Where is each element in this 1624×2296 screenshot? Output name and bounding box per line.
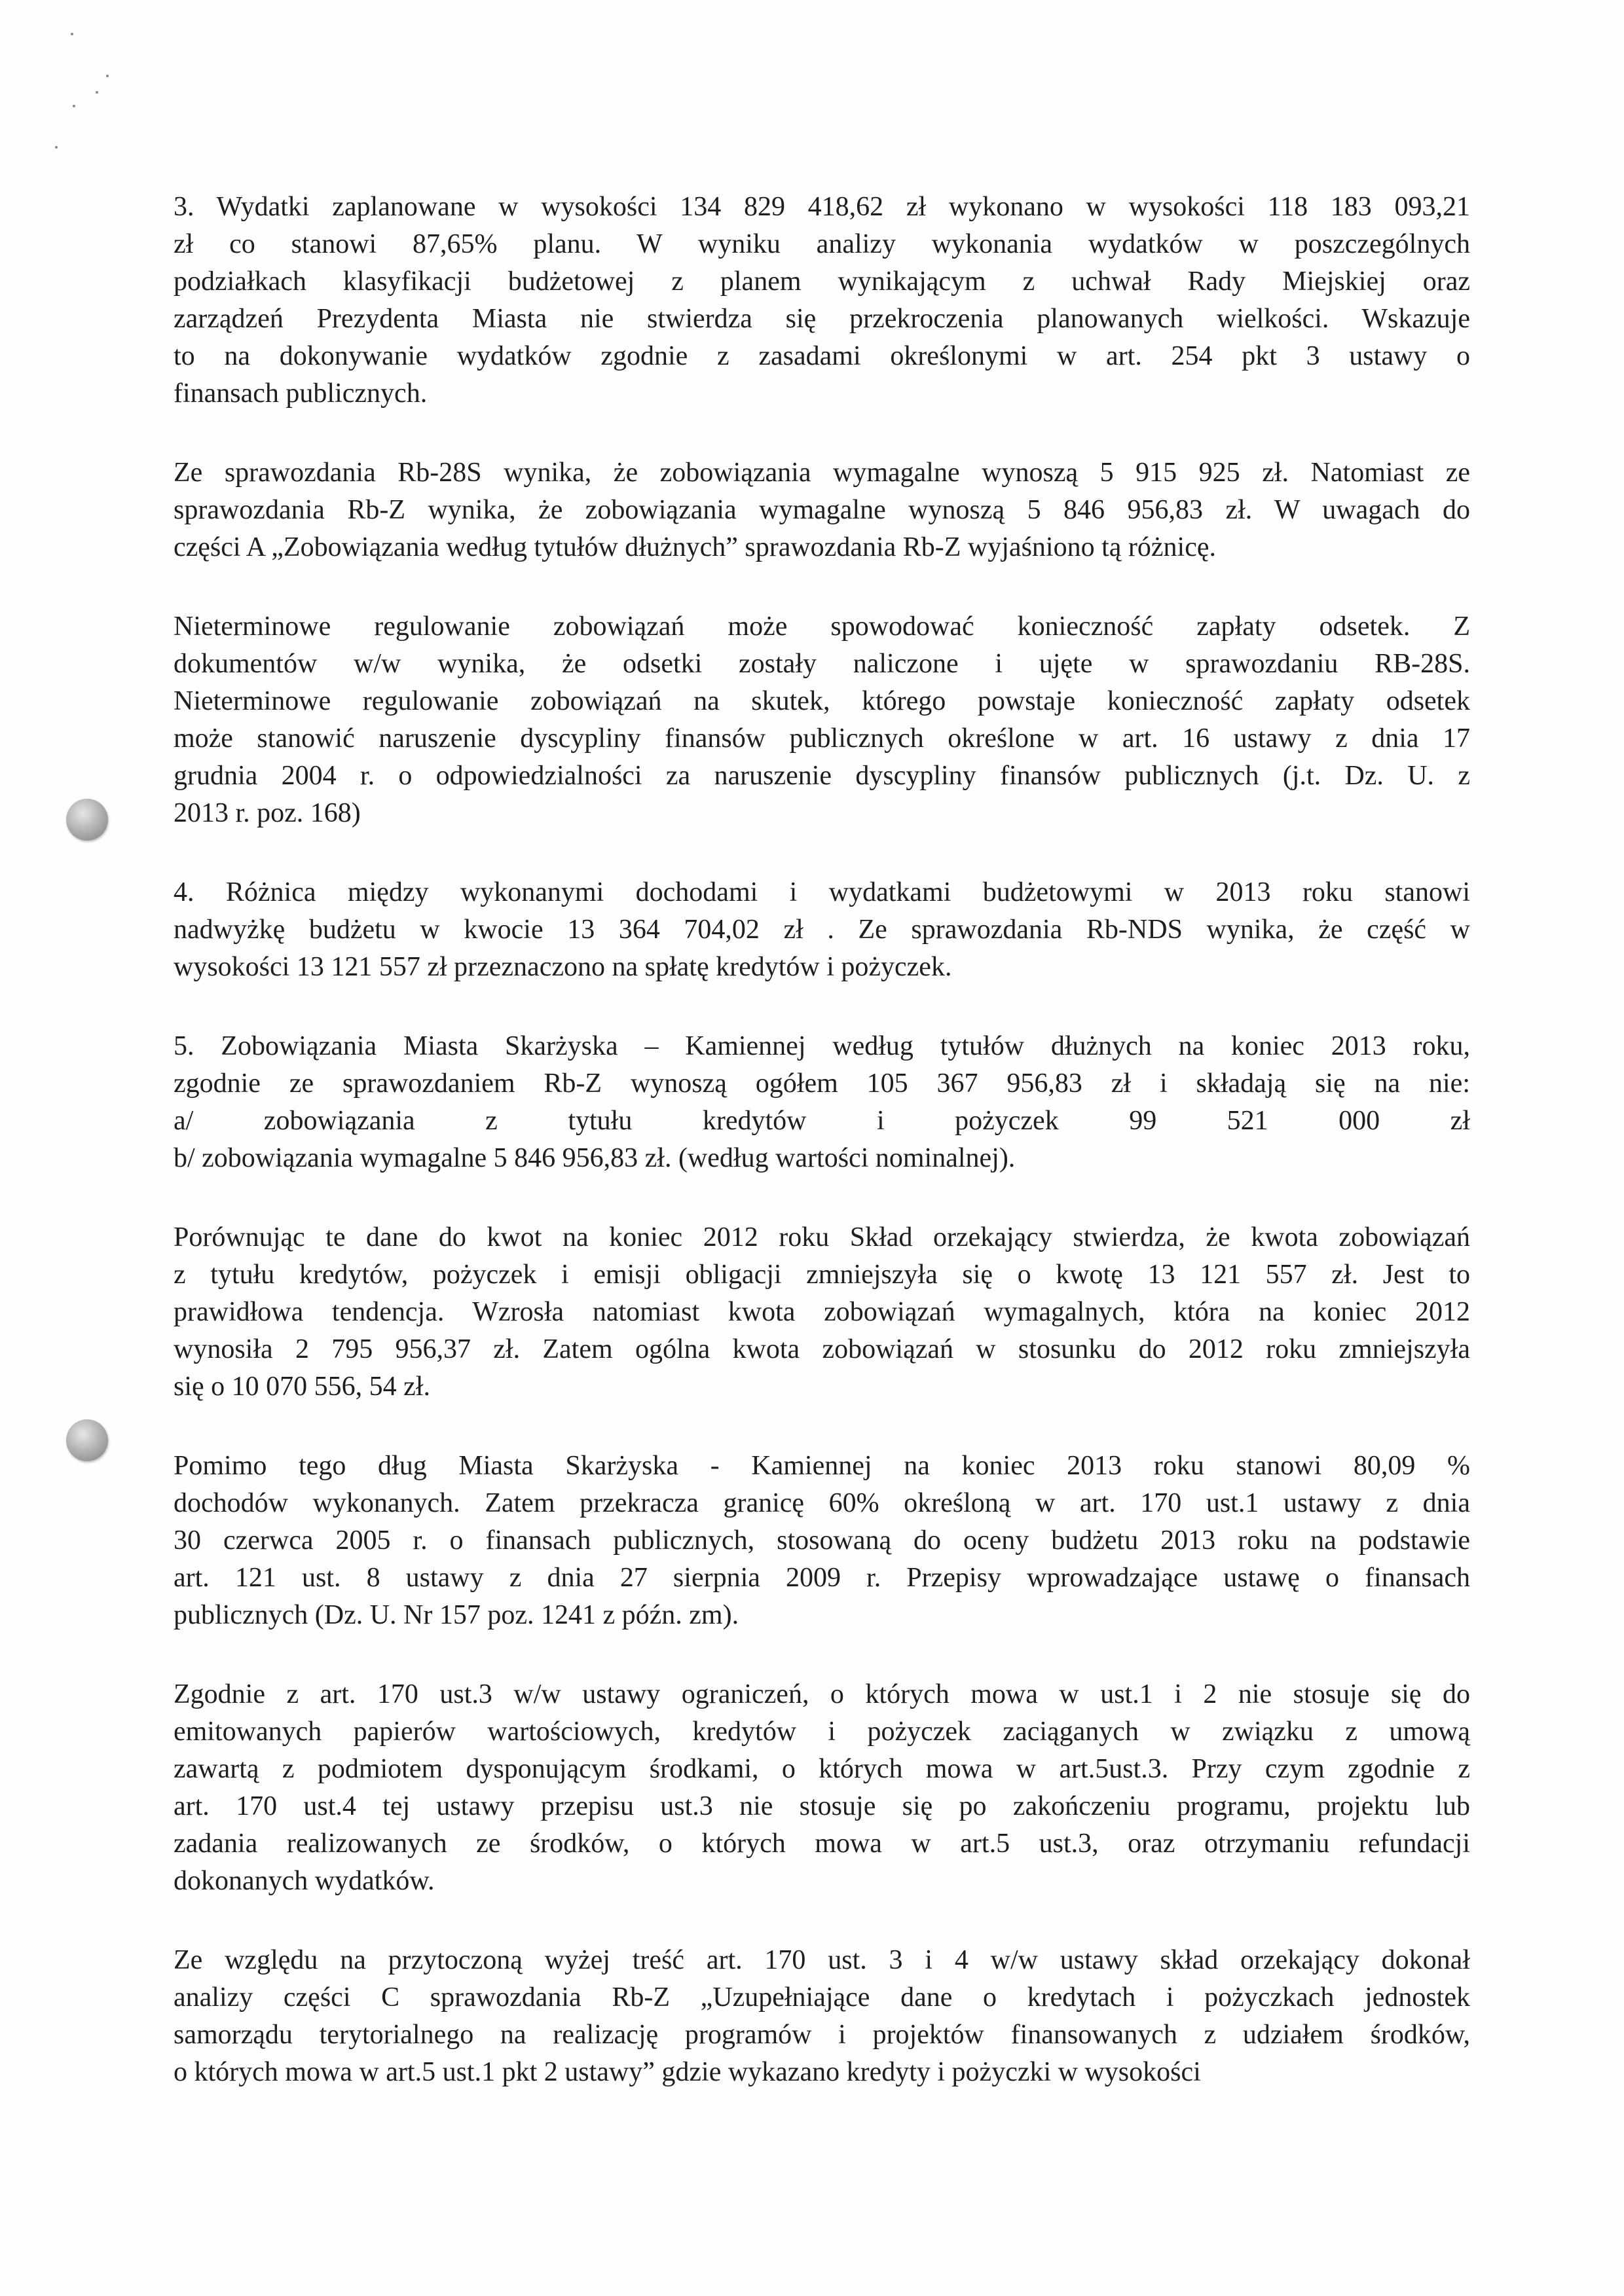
text-line: wysokości 13 121 557 zł przeznaczono na spłatę kredytów i pożyczek. xyxy=(174,952,952,982)
text-line: zawartą z podmiotem dysponującym środkami, o których mowa w art.5ust.3. Przy czym zgodnie z xyxy=(174,1754,1470,1784)
text-line: dokonanych wydatków. xyxy=(174,1866,435,1896)
text-line: finansach publicznych. xyxy=(174,378,428,409)
text-line: grudnia 2004 r. o odpowiedzialności za naruszenie dyscypliny finansów publicznych (j.t. Dz. U. z xyxy=(174,761,1470,791)
text-line: prawidłowa tendencja. Wzrosła natomiast kwota zobowiązań wymagalnych, która na koniec 2012 xyxy=(174,1297,1470,1327)
paragraph-p-rb28s xyxy=(174,454,1470,566)
text-line: dokumentów w/w wynika, że odsetki zostały naliczone i ujęte w sprawozdaniu RB-28S. xyxy=(174,649,1470,679)
text-line: Ze sprawozdania Rb-28S wynika, że zobowiązania wymagalne wynoszą 5 915 925 zł. Natomiast ze xyxy=(174,458,1470,488)
text-line: samorządu terytorialnego na realizację programów i projektów finansowanych z udziałem środków, xyxy=(174,2020,1470,2050)
text-line: Zgodnie z art. 170 ust.3 w/w ustawy ograniczeń, o których mowa w ust.1 i 2 nie stosuje się do xyxy=(174,1679,1470,1709)
paragraph-p-pomimo xyxy=(174,1448,1470,1634)
text-line: podziałkach klasyfikacji budżetowej z planem wynikającym z uchwał Rady Miejskiej oraz xyxy=(174,266,1470,297)
text-line: art. 170 ust.4 tej ustawy przepisu ust.3 nie stosuje się po zakończeniu programu, projektu lub xyxy=(174,1791,1470,1821)
text-line: zgodnie ze sprawozdaniem Rb-Z wynoszą ogółem 105 367 956,83 zł i składają się na nie: xyxy=(174,1068,1470,1099)
punch-hole-upper xyxy=(66,799,108,841)
text-line: może stanowić naruszenie dyscypliny finansów publicznych określone w art. 16 ustawy z dnia 17 xyxy=(174,723,1470,754)
paragraph-p-zgodnie xyxy=(174,1676,1470,1900)
text-line: 4. Różnica między wykonanymi dochodami i wydatkami budżetowymi w 2013 roku stanowi xyxy=(174,877,1470,907)
text-line: zł co stanowi 87,65% planu. W wyniku analizy wykonania wydatków w poszczególnych xyxy=(174,229,1470,259)
text-line: Porównując te dane do kwot na koniec 2012 roku Skład orzekający stwierdza, że kwota zobowiązań xyxy=(174,1222,1470,1252)
text-line: emitowanych papierów wartościowych, kredytów i pożyczek zaciąganych w związku z umową xyxy=(174,1717,1470,1747)
scan-speck xyxy=(106,75,109,77)
text-line: zadania realizowanych ze środków, o których mowa w art.5 ust.3, oraz otrzymaniu refundacji xyxy=(174,1829,1470,1859)
text-line: 2013 r. poz. 168) xyxy=(174,798,361,828)
paragraph-p3 xyxy=(174,189,1470,412)
text-line: a/ zobowiązania z tytułu kredytów i pożyczek 99 521 000 zł xyxy=(174,1106,1470,1136)
text-line: 30 czerwca 2005 r. o finansach publicznych, stosowaną do oceny budżetu 2013 roku na podstawie xyxy=(174,1525,1470,1556)
text-line: Pomimo tego dług Miasta Skarżyska - Kamiennej na koniec 2013 roku stanowi 80,09 % xyxy=(174,1451,1470,1481)
document-body xyxy=(174,189,1470,2133)
scan-speck xyxy=(73,105,75,107)
text-line: to na dokonywanie wydatków zgodnie z zasadami określonymi w art. 254 pkt 3 ustawy o xyxy=(174,341,1470,371)
text-line: zarządzeń Prezydenta Miasta nie stwierdza się przekroczenia planowanych wielkości. Wskazuje xyxy=(174,304,1470,334)
paragraph-p-porownujac xyxy=(174,1219,1470,1406)
scan-speck xyxy=(96,91,98,94)
text-line: Ze względu na przytoczoną wyżej treść art. 170 ust. 3 i 4 w/w ustawy skład orzekający dokonał xyxy=(174,1945,1470,1975)
paragraph-p5 xyxy=(174,1028,1470,1177)
text-line: o których mowa w art.5 ust.1 pkt 2 ustawy” gdzie wykazano kredyty i pożyczki w wysokości xyxy=(174,2057,1201,2087)
text-line: Nieterminowe regulowanie zobowiązań na skutek, którego powstaje konieczność zapłaty odsetek xyxy=(174,686,1470,716)
paragraph-p4 xyxy=(174,874,1470,986)
text-line: 5. Zobowiązania Miasta Skarżyska – Kamiennej według tytułów dłużnych na koniec 2013 roku, xyxy=(174,1031,1470,1061)
text-line: b/ zobowiązania wymagalne 5 846 956,83 zł. (według wartości nominalnej). xyxy=(174,1143,1016,1173)
punch-hole-lower xyxy=(66,1419,108,1461)
text-line: art. 121 ust. 8 ustawy z dnia 27 sierpnia 2009 r. Przepisy wprowadzające ustawę o finansach xyxy=(174,1563,1470,1593)
text-line: Nieterminowe regulowanie zobowiązań może spowodować konieczność zapłaty odsetek. Z xyxy=(174,611,1470,642)
scan-speck xyxy=(55,146,58,149)
text-line: sprawozdania Rb-Z wynika, że zobowiązania wymagalne wynoszą 5 846 956,83 zł. W uwagach do xyxy=(174,495,1470,525)
paragraph-p-nieterminowe xyxy=(174,608,1470,832)
text-line: części A „Zobowiązania według tytułów dłużnych” sprawozdania Rb-Z wyjaśniono tą różnicę. xyxy=(174,532,1216,562)
paragraph-p-ze-wzgledu xyxy=(174,1942,1470,2091)
text-line: analizy części C sprawozdania Rb-Z „Uzupełniające dane o kredytach i pożyczkach jednostek xyxy=(174,1982,1470,2013)
text-line: z tytułu kredytów, pożyczek i emisji obligacji zmniejszyła się o kwotę 13 121 557 zł. Jest to xyxy=(174,1260,1470,1290)
text-line: wynosiła 2 795 956,37 zł. Zatem ogólna kwota zobowiązań w stosunku do 2012 roku zmniejszyła xyxy=(174,1334,1470,1364)
scan-speck xyxy=(71,33,73,35)
text-line: 3. Wydatki zaplanowane w wysokości 134 829 418,62 zł wykonano w wysokości 118 183 093,21 xyxy=(174,192,1470,222)
text-line: się o 10 070 556, 54 zł. xyxy=(174,1372,430,1402)
text-line: dochodów wykonanych. Zatem przekracza granicę 60% określoną w art. 170 ust.1 ustawy z dnia xyxy=(174,1488,1470,1518)
text-line: nadwyżkę budżetu w kwocie 13 364 704,02 zł . Ze sprawozdania Rb-NDS wynika, że część w xyxy=(174,915,1470,945)
text-line: publicznych (Dz. U. Nr 157 poz. 1241 z późn. zm). xyxy=(174,1600,739,1630)
